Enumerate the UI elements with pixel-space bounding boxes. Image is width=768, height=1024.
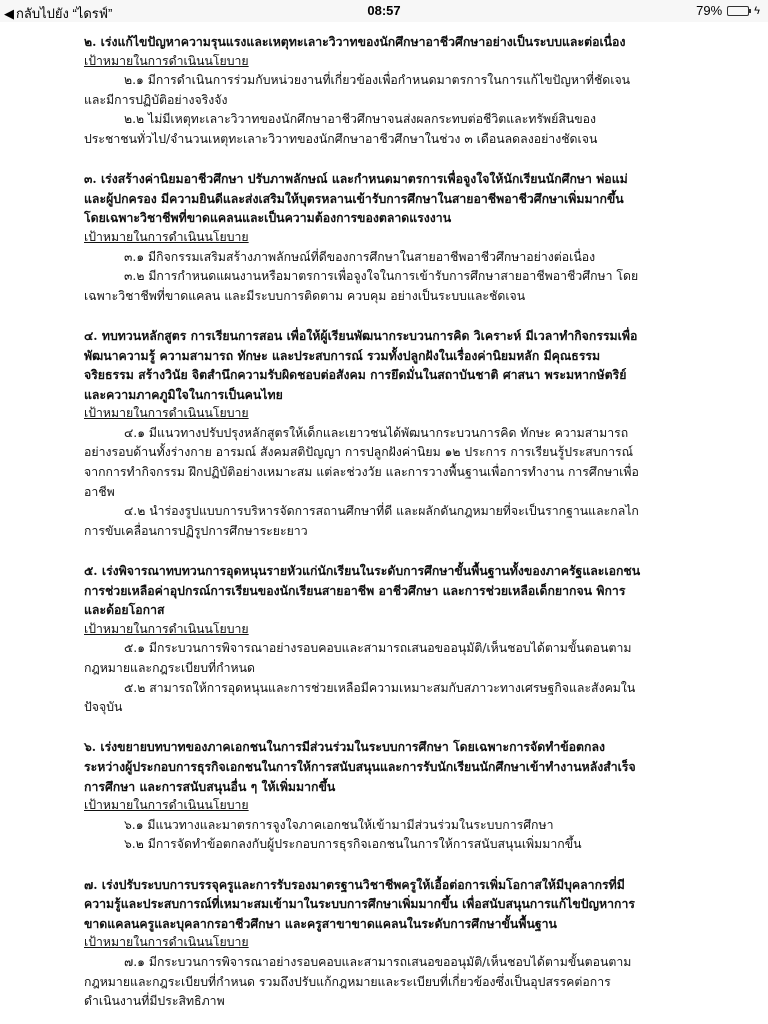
target-label: [84, 933, 696, 953]
target-label-text: เป้าหมายในการดำเนินนโยบาย: [84, 406, 249, 421]
section-gap: [84, 306, 696, 326]
section-heading-line: และความภาคภูมิใจในการเป็นคนไทย: [84, 386, 283, 402]
target-item-line: เฉพาะวิชาชีพที่ขาดแคลน และมีระบบการติดตาม ควบคุม อย่างเป็นระบบและชัดเจน: [84, 288, 526, 303]
target-item-line: ๔.๑ มีแนวทางปรับปรุงหลักสูตรให้เด็กและเยาวชนได้พัฒนากระบวนการคิด ทักษะ ความสามารถ: [124, 425, 629, 440]
charging-icon: ϟ: [754, 4, 760, 17]
section-gap: [84, 718, 696, 738]
section-heading-line: ๓. เร่งสร้างค่านิยมอาชีวศึกษา ปรับภาพลักษณ์ และกำหนดมาตรการเพื่อจูงใจให้นักเรียนนักศึกษา พ่อแม่: [84, 171, 628, 187]
section-heading-line: ความรู้และประสบการณ์ที่เหมาะสมเข้ามาในระบบการศึกษาเพิ่มมากขึ้น เพื่อสนับสนุนการแก้ไขปัญหาการ: [84, 896, 635, 912]
section-heading-line: โดยเฉพาะวิชาชีพที่ขาดแคลนและเป็นความต้องการของตลาดแรงงาน: [84, 210, 452, 226]
target-item-line: ๗.๑ มีกระบวนการพิจารณาอย่างรอบคอบและสามารถเสนอขออนุมัติ/เห็นชอบได้ตามขั้นตอนตาม: [124, 954, 632, 969]
section-heading-line: จริยธรรม สร้างวินัย จิตสำนึกความรับผิดชอบต่อสังคม การยึดมั่นในสถาบันชาติ ศาสนา พระมหากษัตริย์: [84, 367, 627, 383]
target-label: [84, 228, 696, 248]
battery-icon: [727, 6, 749, 16]
target-item-line: กฎหมายและกฎระเบียบที่กำหนด รวมถึงปรับแก้กฎหมายและระเบียบที่เกี่ยวข้องซึ่งเป็นอุปสรรคต่อการ: [84, 974, 611, 989]
target-item-line: ๕.๑ มีกระบวนการพิจารณาอย่างรอบคอบและสามารถเสนอขออนุมัติ/เห็นชอบได้ตามขั้นตอนตาม: [124, 641, 632, 656]
section-gap: [84, 150, 696, 170]
target-item-line: จากการทำกิจกรรม ฝึกปฏิบัติอย่างเหมาะสม แต่ละช่วงวัย และการวางพื้นฐานเพื่อการทำงาน การศึกษาเพื่อ: [84, 465, 639, 480]
target-item-line: กฎหมายและกฎระเบียบที่กำหนด: [84, 661, 255, 675]
section-heading-line: และด้อยโอกาส: [84, 602, 165, 618]
section-heading-line: ระหว่างผู้ประกอบการธุรกิจเอกชนในการให้การสนับสนุนและการรับนักเรียนนักศึกษาเข้าทำงานหลังสำเร็จ: [84, 758, 636, 774]
section-gap: [84, 855, 696, 875]
policy-section-3: [84, 169, 696, 306]
policy-section-2: [84, 32, 696, 150]
policy-section-4: [84, 326, 696, 542]
target-label: [84, 52, 696, 72]
section-heading-line: ๔. ทบทวนหลักสูตร การเรียนการสอน เพื่อให้ผู้เรียนพัฒนากระบวนการคิด วิเคราะห์ มีเวลาทำกิจกรรมเพื่อ: [84, 327, 638, 343]
target-item-line: ๖.๒ มีการจัดทำข้อตกลงกับผู้ประกอบการธุรกิจเอกชนในการให้การสนับสนุนเพิ่มมากขึ้น: [124, 837, 582, 852]
policy-section-5: [84, 561, 696, 718]
target-item-line: ๓.๑ มีกิจกรรมเสริมสร้างภาพลักษณ์ที่ดีของการศึกษาในสายอาชีพอาชีวศึกษาอย่างต่อเนื่อง: [124, 249, 596, 264]
section-heading-line: ขาดแคลนครูและบุคลากรอาชีวศึกษา และครูสาขาขาดแคลนในระดับการศึกษาขั้นพื้นฐาน: [84, 915, 557, 931]
section-heading-line: ๒. เร่งแก้ไขปัญหาความรุนแรงและเหตุทะเลาะวิวาทของนักศึกษาอาชีวศึกษาอย่างเป็นระบบและต่อเนื่อง: [84, 34, 626, 49]
section-heading-line: และผู้ปกครอง มีความยินดีและส่งเสริมให้บุตรหลานเข้ารับการศึกษาในสายอาชีพอาชีวศึกษาเพิ่มมากขึ้น: [84, 190, 624, 206]
target-label-text: เป้าหมายในการดำเนินนโยบาย: [84, 229, 249, 244]
chevron-left-icon: ◀: [4, 5, 14, 21]
target-item-line: ๓.๒ มีการกำหนดแผนงานหรือมาตรการเพื่อจูงใจในการเข้ารับการศึกษาสายอาชีพอาชีวศึกษา โดย: [124, 269, 639, 284]
target-item-line: ๔.๒ นำร่องรูปแบบการบริหารจัดการสถานศึกษาที่ดี และผลักดันกฎหมายที่จะเป็นรากฐานและกลไก: [124, 504, 639, 519]
target-label: [84, 404, 696, 424]
section-heading-line: การศึกษา และการสนับสนุนอื่น ๆ ให้เพิ่มมากขึ้น: [84, 778, 336, 794]
document-page: [84, 32, 696, 1012]
section-gap: [84, 541, 696, 561]
target-item-line: ประชาชนทั่วไป/จำนวนเหตุทะเลาะวิวาทของนักศึกษาอาชีวศึกษาในช่วง ๓ เดือนลดลงอย่างชัดเจน: [84, 131, 598, 146]
policy-section-7: [84, 875, 696, 1012]
section-heading-line: ๗. เร่งปรับระบบการบรรจุครูและการรับรองมาตรฐานวิชาชีพครูให้เอื้อต่อการเพิ่มโอกาสให้มีบุคลากรที่มี: [84, 876, 625, 892]
policy-section-6: [84, 737, 696, 855]
target-item-line: และมีการปฏิบัติอย่างจริงจัง: [84, 92, 228, 107]
status-time: 08:57: [367, 3, 401, 18]
target-label-text: เป้าหมายในการดำเนินนโยบาย: [84, 53, 249, 68]
target-label: [84, 620, 696, 640]
section-heading-line: การช่วยเหลือค่าอุปกรณ์การเรียนของนักเรียนสายอาชีพ อาชีวศึกษา และการช่วยเหลือเด็กยากจน พิการ: [84, 582, 626, 598]
target-label-text: เป้าหมายในการดำเนินนโยบาย: [84, 935, 249, 950]
battery-percent: 79%: [696, 3, 723, 18]
target-item-line: ๕.๒ สามารถให้การอุดหนุนและการช่วยเหลือมีความเหมาะสมกับสภาวะทางเศรษฐกิจและสังคมใน: [124, 680, 636, 695]
target-item-line: ๒.๒ ไม่มีเหตุทะเลาะวิวาทของนักศึกษาอาชีวศึกษาจนส่งผลกระทบต่อชีวิตและทรัพย์สินของ: [124, 112, 597, 127]
section-heading-line: ๕. เร่งพิจารณาทบทวนการอุดหนุนรายหัวแก่นักเรียนในระดับการศึกษาขั้นพื้นฐานทั้งของภาครัฐและเอกชน: [84, 563, 641, 579]
target-label: [84, 796, 696, 816]
target-item-line: ๖.๑ มีแนวทางและมาตรการจูงใจภาคเอกชนให้เข้ามามีส่วนร่วมในระบบการศึกษา: [124, 817, 554, 832]
status-bar: [0, 0, 768, 22]
section-heading-line: พัฒนาความรู้ ความสามารถ ทักษะ และประสบการณ์ รวมทั้งปลูกฝังในเรื่องค่านิยมหลัก มีคุณธรรม: [84, 347, 601, 363]
target-label-text: เป้าหมายในการดำเนินนโยบาย: [84, 621, 249, 636]
target-item-line: การขับเคลื่อนการปฏิรูปการศึกษาระยะยาว: [84, 523, 308, 538]
target-item-line: ปัจจุบัน: [84, 700, 123, 715]
section-heading-line: ๖. เร่งขยายบทบาทของภาคเอกชนในการมีส่วนร่วมในระบบการศึกษา โดยเฉพาะการจัดทำข้อตกลง: [84, 739, 605, 755]
target-item-line: อย่างรอบด้านทั้งร่างกาย อารมณ์ สังคมสติปัญญา การปลูกฝังค่านิยม ๑๒ ประการ การเรียนรู้ประสบการณ์: [84, 445, 633, 460]
target-item-line: ดำเนินงานที่มีประสิทธิภาพ: [84, 994, 225, 1009]
back-label: กลับไปยัง “ไดรฟ์”: [16, 6, 113, 21]
target-item-line: อาชีพ: [84, 484, 115, 499]
target-label-text: เป้าหมายในการดำเนินนโยบาย: [84, 798, 249, 813]
target-item-line: ๒.๑ มีการดำเนินการร่วมกับหน่วยงานที่เกี่ยวข้องเพื่อกำหนดมาตรการในการแก้ไขปัญหาที่ชัดเจน: [124, 73, 631, 88]
